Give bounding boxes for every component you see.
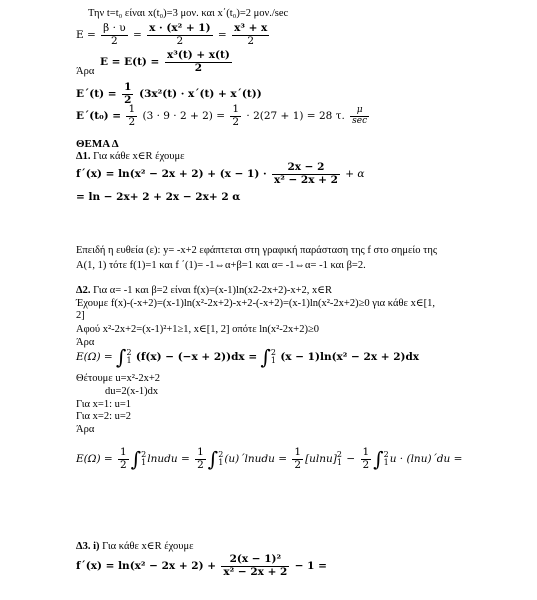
frac-den: sec (352, 115, 368, 126)
lower-limit: 1 (336, 458, 342, 468)
formula-mid: (3 · 9 · 2 + 2) = (142, 110, 226, 123)
frac-num: x · (x² + 1) (149, 22, 211, 34)
unit-fraction (350, 106, 369, 127)
area-formula (76, 23, 271, 47)
d2-line: 2] (76, 310, 85, 321)
paragraph-line: A(1, 1) τότε f(1)=1 και f ΄(1)= -1⇔α+β=1 και α= -1⇔α= -1 και β=2. (76, 260, 366, 271)
et-formula (100, 50, 234, 74)
integral-limits (271, 349, 276, 365)
fraction (292, 447, 303, 471)
lower-limit: 1 (218, 458, 224, 468)
upper-limit: 2 (336, 450, 342, 460)
frac-den: 2 (120, 458, 127, 471)
substitution-line: du=2(x-1)dx (105, 386, 159, 397)
frac-den: 2 (124, 93, 132, 106)
fraction (361, 447, 372, 471)
substitution-line: Για x=2: u=2 (76, 411, 132, 422)
frac-den: 2 (232, 115, 240, 128)
integral-body: lnudu = (147, 453, 190, 466)
integral-body: (x − 1)ln(x² − 2x + 2)dx (280, 351, 420, 363)
formula-tail: · 2(27 + 1) = 28 τ. (246, 110, 345, 123)
frac-den: 2 (247, 34, 255, 47)
fraction (118, 447, 129, 471)
frac-num: 2x − 2 (272, 162, 340, 175)
frac-den: x² − 2x + 2 (223, 565, 288, 578)
formula-lhs: E(Ω) = (76, 351, 113, 363)
d1-label: Δ1. (76, 151, 91, 162)
integral-limits (218, 451, 223, 467)
formula-rest: (3x²(t) · x΄(t) + x΄(t)) (139, 88, 262, 101)
d1-text: Για κάθε x∈R έχουμε (93, 151, 185, 162)
formula-lhs: f΄(x) = ln(x² − 2x + 2) + (76, 560, 217, 573)
lower-limit: 1 (141, 458, 147, 468)
upper-limit: 2 (126, 348, 132, 357)
upper-limit: 2 (270, 348, 276, 357)
fraction (165, 50, 232, 74)
frac-num: μ (350, 106, 369, 117)
formula-lhs: E = (76, 29, 96, 42)
lower-limit: 1 (126, 356, 132, 365)
frac-den: 2 (176, 34, 184, 47)
integral-body: u · (lnu)΄du = (389, 453, 463, 466)
frac-num: 1 (197, 446, 204, 458)
fraction (272, 162, 340, 186)
formula-tail: + α (345, 168, 365, 181)
formula-lhs: E΄(t₀) = (76, 110, 122, 123)
d3-heading (76, 541, 194, 553)
equals: = (132, 29, 142, 42)
intro-line: Την t=t₀ είναι x(t₀)=3 μον. και x΄(t₀)=2 μον./sec (88, 8, 289, 19)
frac-num: β · υ (103, 22, 126, 34)
frac-num: 2(x − 1)² (221, 554, 289, 567)
bracket-term: [ulnu] (305, 453, 337, 466)
frac-num: 1 (124, 81, 132, 93)
fraction (221, 554, 289, 578)
ara-label: Άρα (76, 66, 95, 77)
lower-limit: 1 (383, 458, 389, 468)
frac-den: 2 (294, 458, 302, 471)
bracket-limits (337, 451, 342, 467)
frac-den: 2 (362, 458, 370, 471)
frac-den: 2 (128, 115, 136, 128)
integral-sign: ∫ (373, 447, 384, 472)
formula-lhs: E΄(t) = (76, 88, 117, 101)
formula-lhs: E(Ω) = (76, 453, 113, 466)
frac-num: x³ + x (234, 22, 268, 34)
frac-num: 1 (294, 446, 302, 458)
derivative-t0-formula (76, 104, 371, 128)
minus-sign: − (346, 453, 356, 466)
fraction (101, 23, 127, 47)
frac-num: 1 (128, 103, 136, 115)
fraction (147, 23, 212, 47)
d1-derivative (76, 162, 365, 186)
ara-label: Άρα (76, 424, 95, 435)
fraction (126, 104, 137, 128)
d3-text: Για κάθε x∈R έχουμε (102, 541, 194, 552)
d3-sub-label: i) (93, 541, 100, 552)
fraction (195, 447, 206, 471)
integral-sign: ∫ (130, 447, 142, 472)
d1-heading (76, 151, 185, 163)
frac-den: 2 (194, 61, 203, 74)
integral-limits (384, 451, 389, 467)
formula-lhs: f΄(x) = ln(x² − 2x + 2) + (x − 1) · (76, 168, 267, 181)
integral-sign: ∫ (116, 345, 127, 369)
fraction (232, 23, 269, 47)
ara-label: Άρα (76, 337, 95, 348)
frac-num: 1 (362, 446, 370, 458)
equals: = (217, 29, 227, 42)
d2-text: Για α= -1 και β=2 είναι f(x)=(x-1)ln(x2-2x+2)-x+2, x∈R (93, 285, 333, 296)
substitution-line: Θέτουμε u=x²-2x+2 (76, 373, 161, 384)
frac-num: 1 (120, 446, 127, 458)
d3-label: Δ3. (76, 541, 91, 552)
upper-limit: 2 (383, 450, 389, 460)
integral-limits (126, 349, 131, 365)
integral-limits (141, 451, 146, 467)
integral-sign: ∫ (207, 447, 219, 472)
integral-body: (f(x) − (−x + 2))dx = (135, 351, 258, 363)
paragraph-line: Επειδή η ευθεία (ε): y= -x+2 εφάπτεται στη γραφική παράσταση της f στο σημείο της (76, 245, 437, 256)
substitution-line: Για x=1: u=1 (76, 399, 132, 410)
frac-den: x² − 2x + 2 (273, 173, 338, 186)
section-title: ΘΕΜΑ Δ (76, 138, 119, 150)
d3-derivative (76, 554, 327, 578)
d1-garbled-line: = ln − 2x+ 2 + 2x − 2x+ 2 α (76, 191, 241, 203)
integration-by-parts (76, 447, 462, 471)
d2-heading (76, 285, 332, 297)
upper-limit: 2 (141, 450, 147, 460)
upper-limit: 2 (218, 450, 224, 460)
integral-body: (u)΄lnudu = (224, 453, 288, 466)
integral-sign: ∫ (260, 345, 271, 369)
frac-den: 2 (197, 458, 204, 471)
frac-num: 1 (232, 103, 240, 115)
area-integral (76, 346, 419, 368)
frac-den: 2 (111, 34, 118, 47)
d2-line: Έχουμε f(x)-(-x+2)=(x-1)ln(x²-2x+2)-x+2-(-x+2)=(x-1)ln(x²-2x+2)≥0 για κάθε x∈[1, (76, 298, 435, 309)
fraction (230, 104, 241, 128)
formula-tail: − 1 = (294, 560, 327, 573)
lower-limit: 1 (270, 356, 276, 365)
d2-line: Αφού x²-2x+2=(x-1)²+1≥1, x∈[1, 2] οπότε ln(x²-2x+2)≥0 (76, 324, 319, 335)
formula-lhs: E = E(t) = (100, 56, 160, 69)
frac-num: x³(t) + x(t) (167, 49, 230, 61)
d2-label: Δ2. (76, 285, 91, 296)
